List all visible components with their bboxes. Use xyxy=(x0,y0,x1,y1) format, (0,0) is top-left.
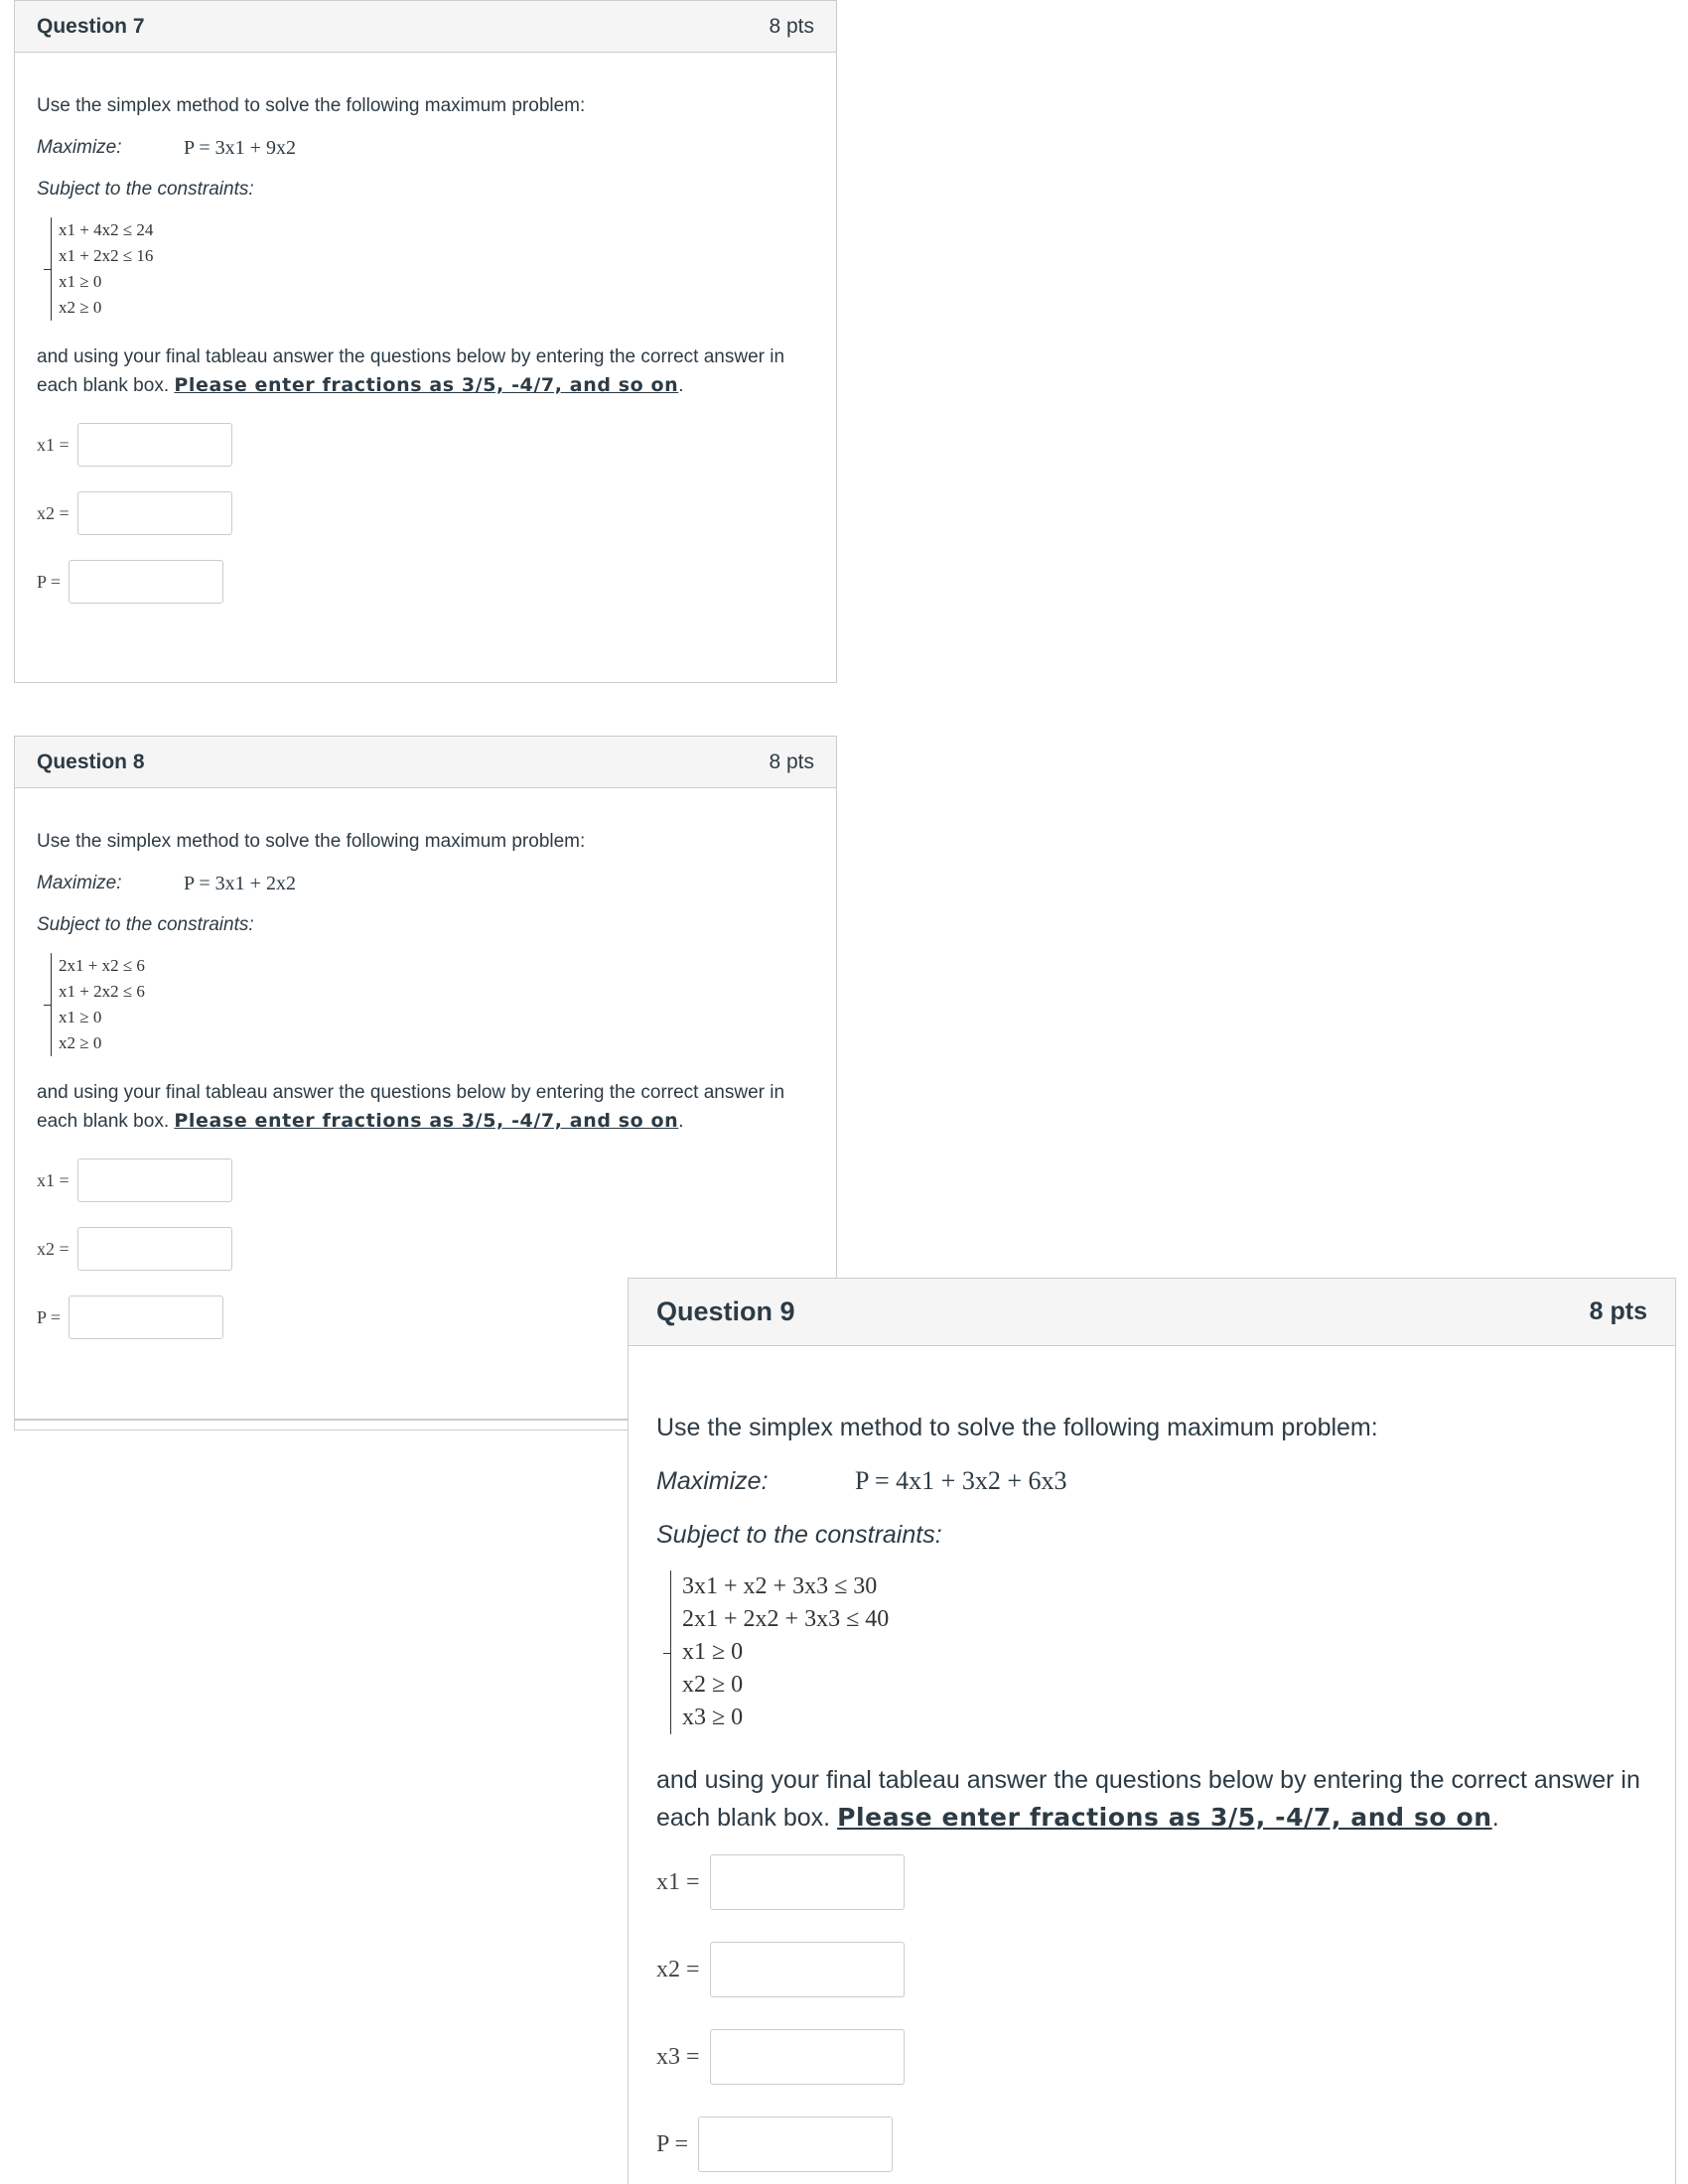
instructions: and using your final tableau answer the questions below by entering the correct answer in each blank box. Please enter fractions as 3/5, -4/7, and so on. xyxy=(37,346,785,396)
answer-row-x1 xyxy=(37,1158,814,1203)
constraint-line: x1 + 4x2 ≤ 24 xyxy=(59,220,154,239)
maximize-label: Maximize: xyxy=(656,1467,769,1495)
brace-icon xyxy=(51,217,52,321)
answer-row-x2 xyxy=(37,490,814,536)
fraction-note: Please enter fractions as 3/5, -4/7, and so on xyxy=(174,374,679,396)
maximize-label: Maximize: xyxy=(37,137,122,158)
constraint-system xyxy=(51,217,814,321)
question-body xyxy=(15,53,836,605)
answer-input-p[interactable] xyxy=(698,2116,893,2172)
objective-function: P = 4x1 + 3x2 + 6x3 xyxy=(855,1466,1067,1495)
brace-icon xyxy=(51,953,52,1056)
question-header xyxy=(629,1279,1675,1346)
answer-label-x3: x3 = xyxy=(656,2044,700,2070)
brace-icon xyxy=(670,1570,671,1734)
question-points: 8 pts xyxy=(769,14,814,38)
question-7-card xyxy=(14,0,837,683)
answer-input-x2[interactable] xyxy=(77,491,232,535)
question-9-card xyxy=(628,1278,1676,2184)
instructions: and using your final tableau answer the questions below by entering the correct answer in each blank box. Please enter fractions as 3/5, -4/7, and so on. xyxy=(656,1766,1640,1832)
instructions-text: and using your final tableau answer the questions below by entering the correct answer in each blank box. xyxy=(37,346,785,396)
answer-label-p: P = xyxy=(37,572,61,592)
question-points: 8 pts xyxy=(1589,1297,1647,1325)
answer-input-x1[interactable] xyxy=(710,1854,905,1910)
question-header xyxy=(15,1,836,53)
answer-label-x1: x1 = xyxy=(37,435,70,455)
question-title: Question 7 xyxy=(37,14,145,38)
answer-row-x1 xyxy=(37,422,814,468)
constraint-line: x1 ≥ 0 xyxy=(59,1008,102,1026)
instructions-text: and using your final tableau answer the questions below by entering the correct answer in each blank box. xyxy=(656,1766,1640,1832)
answer-row-x2 xyxy=(37,1226,814,1272)
answer-input-p[interactable] xyxy=(69,1296,223,1339)
fraction-note: Please enter fractions as 3/5, -4/7, and so on xyxy=(837,1803,1492,1832)
answer-label-x2: x2 = xyxy=(37,503,70,523)
instructions: and using your final tableau answer the questions below by entering the correct answer in each blank box. Please enter fractions as 3/5, -4/7, and so on. xyxy=(37,1082,785,1132)
answer-input-x2[interactable] xyxy=(710,1942,905,1997)
maximize-label: Maximize: xyxy=(37,873,122,893)
answer-row-p xyxy=(37,559,814,605)
objective-function: P = 3x1 + 9x2 xyxy=(184,137,296,159)
constraint-line: x1 ≥ 0 xyxy=(682,1639,744,1665)
answer-row-x3 xyxy=(656,2029,1647,2085)
question-intro: Use the simplex method to solve the following maximum problem: xyxy=(37,95,586,116)
answer-label-p: P = xyxy=(656,2131,688,2157)
answer-label-x1: x1 = xyxy=(656,1869,700,1895)
constraint-system xyxy=(670,1570,1647,1734)
constraint-line: 3x1 + x2 + 3x3 ≤ 30 xyxy=(682,1573,878,1599)
constraint-line: x1 + 2x2 ≤ 6 xyxy=(59,982,145,1001)
answer-label-p: P = xyxy=(37,1307,61,1327)
constraints-label: Subject to the constraints: xyxy=(656,1521,942,1549)
maximize-line xyxy=(37,870,814,897)
maximize-line xyxy=(37,134,814,162)
objective-function: P = 3x1 + 2x2 xyxy=(184,873,296,894)
constraint-line: x2 ≥ 0 xyxy=(59,1033,102,1052)
constraint-line: x2 ≥ 0 xyxy=(59,298,102,317)
question-title: Question 9 xyxy=(656,1297,795,1326)
fraction-note: Please enter fractions as 3/5, -4/7, and so on xyxy=(174,1110,679,1132)
question-body xyxy=(629,1346,1675,2172)
answer-label-x2: x2 = xyxy=(656,1957,700,1982)
answer-input-x2[interactable] xyxy=(77,1227,232,1271)
constraint-line: 2x1 + x2 ≤ 6 xyxy=(59,956,145,975)
answer-label-x2: x2 = xyxy=(37,1239,70,1259)
answer-label-x1: x1 = xyxy=(37,1170,70,1190)
answer-row-x1 xyxy=(656,1854,1647,1910)
answer-row-p xyxy=(656,2116,1647,2172)
answer-input-x3[interactable] xyxy=(710,2029,905,2085)
instructions-text: and using your final tableau answer the questions below by entering the correct answer in each blank box. xyxy=(37,1082,785,1132)
question-intro: Use the simplex method to solve the following maximum problem: xyxy=(37,831,586,852)
constraint-line: 2x1 + 2x2 + 3x3 ≤ 40 xyxy=(682,1606,890,1632)
constraints-label: Subject to the constraints: xyxy=(37,179,254,200)
constraint-line: x2 ≥ 0 xyxy=(682,1672,744,1698)
question-title: Question 8 xyxy=(37,750,145,773)
constraint-system xyxy=(51,953,814,1056)
constraint-line: x1 + 2x2 ≤ 16 xyxy=(59,246,154,265)
constraint-line: x3 ≥ 0 xyxy=(682,1705,744,1730)
constraint-line: x1 ≥ 0 xyxy=(59,272,102,291)
answer-input-x1[interactable] xyxy=(77,1159,232,1202)
answer-input-x1[interactable] xyxy=(77,423,232,467)
question-points: 8 pts xyxy=(769,750,814,773)
question-intro: Use the simplex method to solve the following maximum problem: xyxy=(656,1414,1378,1441)
question-body xyxy=(15,788,836,1340)
constraints-label: Subject to the constraints: xyxy=(37,914,254,935)
maximize-line xyxy=(656,1463,1647,1499)
answer-row-x2 xyxy=(656,1942,1647,1997)
divider xyxy=(14,1419,628,1421)
answer-input-p[interactable] xyxy=(69,560,223,604)
question-header xyxy=(15,737,836,788)
